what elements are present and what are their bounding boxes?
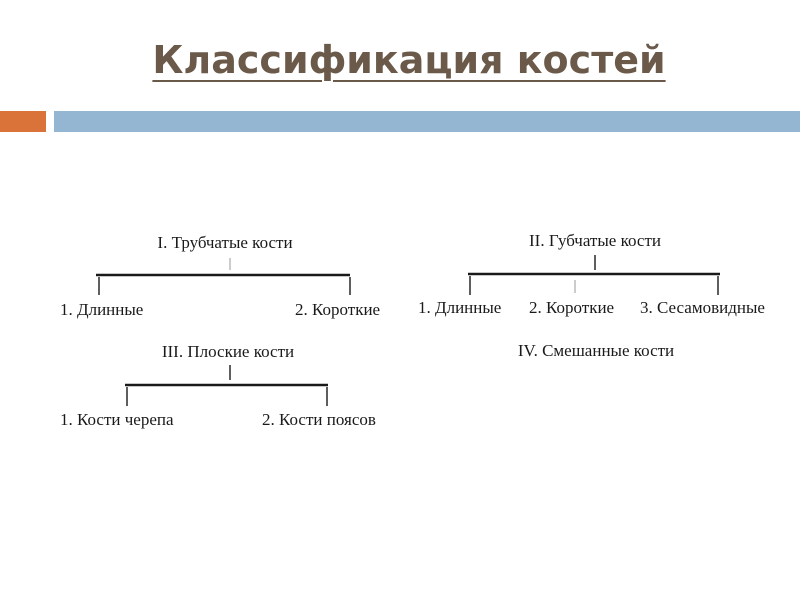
group2-item-3: 3. Сесамовидные [640, 298, 765, 317]
group2-title: II. Губчатые кости [529, 231, 661, 250]
group3-title: III. Плоские кости [161, 342, 295, 361]
group2-item-1: 1. Длинные [418, 298, 502, 317]
slide-title: Классификация костей [152, 38, 666, 82]
group-spongy [418, 231, 765, 317]
group1-item-1: 1. Длинные [60, 300, 144, 319]
group1-item-2: 2. Короткие [295, 300, 381, 319]
group2-item-2: 2. Короткие [529, 298, 615, 317]
group1-title: I. Трубчатые кости [157, 233, 293, 252]
group-flat [60, 342, 376, 429]
group4-title: IV. Смешанные кости [517, 341, 675, 360]
group3-item-2: 2. Кости поясов [262, 410, 376, 429]
group-mixed [518, 341, 674, 360]
group-tubular [60, 233, 380, 319]
group3-item-1: 1. Кости черепа [60, 410, 174, 429]
